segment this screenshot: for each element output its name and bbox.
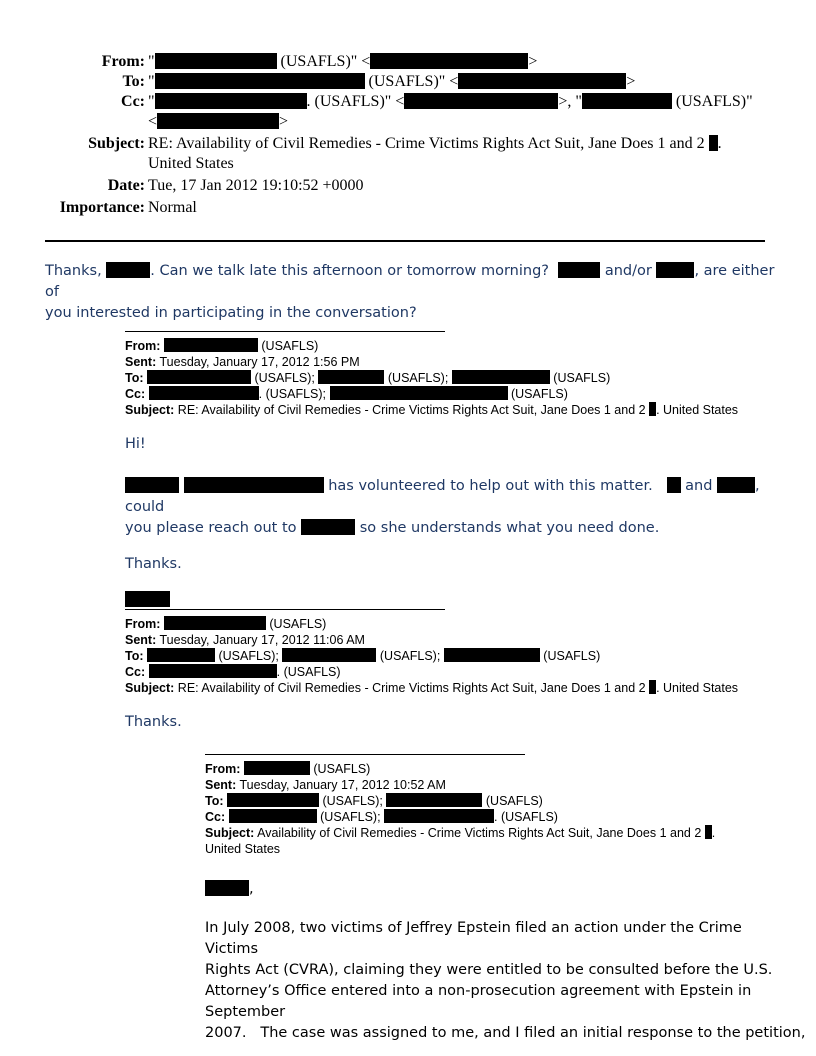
sent-value: Tuesday, January 17, 2012 1:56 PM xyxy=(159,355,360,369)
redaction xyxy=(149,664,277,678)
cc-label: Cc: xyxy=(125,665,146,679)
redaction xyxy=(229,809,317,823)
sent-label: Sent: xyxy=(205,778,237,792)
redaction xyxy=(649,402,656,416)
reply-text: Thanks, xyxy=(45,263,102,279)
to-value: (USAFLS); xyxy=(379,649,441,663)
redaction xyxy=(155,53,277,69)
to-label: To: xyxy=(205,794,224,808)
quoted-message xyxy=(205,754,806,1044)
redaction xyxy=(386,793,482,807)
header-subject-value: RE: Availability of Civil Remedies - Crime Victims Rights Act Suit, Jane Does 1 and 2 xyxy=(148,135,705,152)
cc-value: (USAFLS); xyxy=(320,810,381,824)
to-value: (USAFLS); xyxy=(322,794,383,808)
header-from-row: From: " (USAFLS)" < > xyxy=(101,53,538,70)
header-date-label: Date: xyxy=(107,177,145,194)
subject-value: United States xyxy=(205,842,281,856)
redaction xyxy=(558,262,600,278)
subject-label: Subject: xyxy=(205,826,255,840)
redaction xyxy=(717,477,755,493)
to-value: (USAFLS); xyxy=(387,371,449,385)
header-subject-row: Subject: RE: Availability of Civil Remedies - Crime Victims Rights Act Suit, Jane Does 1 and 2 . United States xyxy=(88,135,722,172)
redaction xyxy=(155,73,365,89)
redaction xyxy=(282,648,376,662)
reply-text: , are either of xyxy=(45,263,775,300)
header-to-value: (USAFLS)" < xyxy=(368,73,459,90)
redaction xyxy=(404,93,558,109)
subject-value: . United States xyxy=(656,681,739,695)
greeting-text: Hi! xyxy=(125,436,146,452)
cc-value: . (USAFLS) xyxy=(276,665,341,679)
message-body xyxy=(205,879,806,1044)
body-text: , could xyxy=(125,478,760,515)
header-cc-label: Cc: xyxy=(121,93,145,110)
subject-value: RE: Availability of Civil Remedies - Crime Victims Rights Act Suit, Jane Does 1 and 2 xyxy=(177,681,646,695)
redaction xyxy=(667,477,681,493)
body-text: so she understands what you need done. xyxy=(359,520,660,536)
message-separator xyxy=(125,609,445,610)
header-date-row xyxy=(0,176,816,196)
thanks-text: Thanks. xyxy=(125,714,182,730)
body-text: you please reach out to xyxy=(125,520,297,536)
cc-value: . (USAFLS); xyxy=(258,387,327,401)
message-meta: From: (USAFLS) Sent: Tuesday, January 17, 2012 10:52 AM To: (USAFLS); (USAFLS) Cc: (USAFLS); . (USAFLS) Subject: Availability of Civil Remedies - Crime Victims Rights Act Suit, Jane Does 1 and 2 . United States xyxy=(205,762,716,856)
header-cc-row: Cc: " . (USAFLS)" < >, " (USAFLS)" < > xyxy=(121,93,753,130)
redaction xyxy=(149,386,259,400)
body-text: 2007. The case was assigned to me, and I filed an initial response to the petition, xyxy=(205,1025,806,1041)
to-value: (USAFLS) xyxy=(553,371,611,385)
subject-value: Availability of Civil Remedies - Crime Victims Rights Act Suit, Jane Does 1 and 2 xyxy=(257,826,702,840)
from-label: From: xyxy=(125,617,161,631)
from-value: (USAFLS) xyxy=(313,762,371,776)
subject-label: Subject: xyxy=(125,681,175,695)
message-separator xyxy=(125,331,445,332)
header-importance-row xyxy=(0,198,816,218)
reply-text: and/or xyxy=(604,263,652,279)
header-from-value: (USAFLS)" < xyxy=(280,53,371,70)
redaction xyxy=(244,761,310,775)
from-label: From: xyxy=(205,762,241,776)
redaction xyxy=(318,370,384,384)
header-importance-label: Importance: xyxy=(59,199,145,216)
to-label: To: xyxy=(125,649,144,663)
redaction xyxy=(147,370,251,384)
redaction xyxy=(384,809,494,823)
redaction xyxy=(649,680,656,694)
message-body xyxy=(125,434,785,611)
cc-value: (USAFLS) xyxy=(510,387,568,401)
redaction xyxy=(205,880,249,896)
body-text: Rights Act (CVRA), claiming they were entitled to be consulted before the U.S. xyxy=(205,962,773,978)
redaction xyxy=(582,93,672,109)
redaction xyxy=(330,386,508,400)
header-cc-value-3: (USAFLS)" xyxy=(675,93,753,110)
sent-label: Sent: xyxy=(125,355,157,369)
quoted-message xyxy=(125,331,785,611)
redaction xyxy=(452,370,550,384)
to-value: (USAFLS) xyxy=(543,649,601,663)
subject-value: RE: Availability of Civil Remedies - Crime Victims Rights Act Suit, Jane Does 1 and 2 xyxy=(177,403,646,417)
header-subject-value-2: United States xyxy=(148,155,234,172)
redaction xyxy=(709,135,718,151)
subject-value: . United States xyxy=(656,403,739,417)
to-label: To: xyxy=(125,371,144,385)
redaction xyxy=(164,616,266,630)
header-to-row: To: " (USAFLS)" < > xyxy=(122,73,636,90)
header-to-label: To: xyxy=(122,73,145,90)
message-meta xyxy=(125,616,785,696)
header-cc-value-1: . (USAFLS)" < xyxy=(306,93,405,110)
reply-text: . Can we talk late this afternoon or tomorrow morning? xyxy=(150,263,549,279)
cc-label: Cc: xyxy=(205,810,226,824)
message-meta xyxy=(125,338,785,418)
from-value: (USAFLS) xyxy=(269,617,327,631)
to-value: (USAFLS) xyxy=(485,794,543,808)
quoted-message xyxy=(125,609,785,733)
header-subject-label: Subject: xyxy=(88,135,145,152)
cc-value: . (USAFLS) xyxy=(494,810,558,824)
redaction xyxy=(458,73,626,89)
email-header xyxy=(0,52,816,218)
body-text: has volunteered to help out with this matter. xyxy=(328,478,653,494)
sent-value: Tuesday, January 17, 2012 10:52 AM xyxy=(239,778,446,792)
header-importance-value: Normal xyxy=(148,199,197,216)
to-value: (USAFLS); xyxy=(254,371,315,385)
redaction xyxy=(301,519,355,535)
reply-text: you interested in participating in the conversation? xyxy=(45,305,417,321)
redaction xyxy=(164,338,258,352)
body-text: and xyxy=(685,478,713,494)
sent-value: Tuesday, January 17, 2012 11:06 AM xyxy=(159,633,365,647)
header-date-value: Tue, 17 Jan 2012 19:10:52 +0000 xyxy=(148,177,364,194)
redaction xyxy=(125,477,179,493)
signature-redaction xyxy=(125,591,170,607)
message-separator xyxy=(205,754,525,755)
header-cc-value-2: >, " xyxy=(558,93,582,110)
reply-body xyxy=(45,261,785,324)
salutation-text: , xyxy=(249,881,254,897)
header-from-label: From: xyxy=(101,53,145,70)
redaction xyxy=(155,93,307,109)
redaction xyxy=(227,793,319,807)
redaction xyxy=(444,648,540,662)
sent-label: Sent: xyxy=(125,633,157,647)
cc-label: Cc: xyxy=(125,387,146,401)
thanks-text: Thanks. xyxy=(125,556,182,572)
to-value: (USAFLS); xyxy=(218,649,279,663)
redaction xyxy=(157,113,279,129)
subject-label: Subject: xyxy=(125,403,175,417)
redaction xyxy=(656,262,694,278)
redaction xyxy=(106,262,150,278)
redaction xyxy=(370,53,528,69)
redaction xyxy=(184,477,324,493)
header-divider xyxy=(45,240,765,242)
body-text: In July 2008, two victims of Jeffrey Epstein filed an action under the Crime Victims xyxy=(205,920,742,957)
from-label: From: xyxy=(125,339,161,353)
redaction xyxy=(705,825,712,839)
redaction xyxy=(147,648,215,662)
body-text: Attorney’s Office entered into a non-prosecution agreement with Epstein in September xyxy=(205,983,752,1020)
from-value: (USAFLS) xyxy=(261,339,319,353)
